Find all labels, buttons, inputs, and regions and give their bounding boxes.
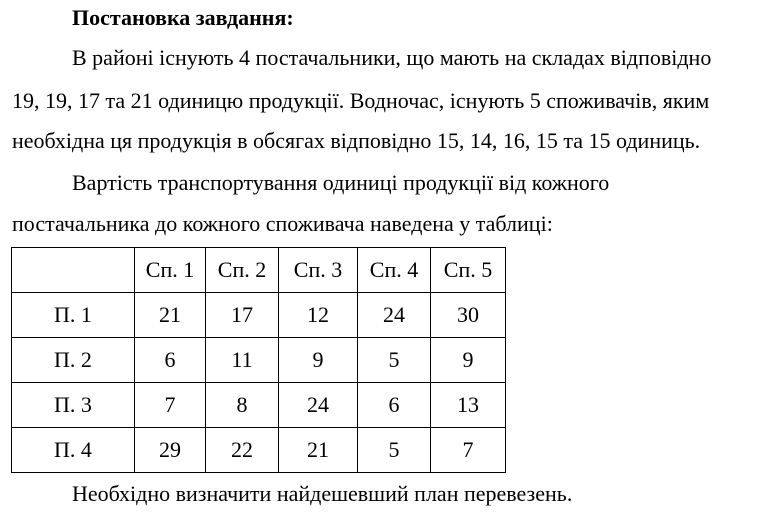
table-cell: 6: [135, 338, 206, 383]
table-cell: 30: [431, 293, 506, 338]
table-cell: 22: [206, 428, 279, 473]
table-cell: 5: [358, 338, 431, 383]
table-row: [12, 383, 506, 428]
conclusion-line: Необхідно визначити найдешевший план перевезень.: [72, 481, 573, 506]
table-cell: 11: [206, 338, 279, 383]
table-corner-cell: [12, 248, 135, 293]
table-cell: 21: [135, 293, 206, 338]
table-header-row: [12, 248, 506, 293]
table-row: [12, 428, 506, 473]
table-header-cell: Сп. 2: [206, 248, 279, 293]
table-header-cell: Сп. 4: [358, 248, 431, 293]
paragraph-1-line-1: В районі існують 4 постачальники, що мають на складах відповідно: [72, 45, 712, 70]
paragraph-2-line-2: постачальника до кожного споживача наведена у таблиці:: [12, 211, 553, 236]
table-cell: 17: [206, 293, 279, 338]
table-cell: 8: [206, 383, 279, 428]
table-cell: 7: [135, 383, 206, 428]
table-cell: 24: [279, 383, 358, 428]
table-cell: 9: [431, 338, 506, 383]
table-cell: 7: [431, 428, 506, 473]
table-cell: 9: [279, 338, 358, 383]
table-header-cell: Сп. 1: [135, 248, 206, 293]
table-cell: 13: [431, 383, 506, 428]
table-row: [12, 293, 506, 338]
table-header-cell: Сп. 3: [279, 248, 358, 293]
paragraph-1-line-2: 19, 19, 17 та 21 одиницю продукції. Водночас, існують 5 споживачів, яким: [12, 88, 710, 113]
task-heading: Постановка завдання:: [72, 5, 294, 30]
paragraph-1-line-3: необхідна ця продукція в обсягах відповідно 15, 14, 16, 15 та 15 одиниць.: [12, 128, 701, 153]
table-row: [12, 338, 506, 383]
table-cell: 6: [358, 383, 431, 428]
table-cell: 5: [358, 428, 431, 473]
paragraph-2-line-1: Вартість транспортування одиниці продукції від кожного: [72, 170, 610, 195]
cost-table: [11, 247, 506, 473]
table-cell: 24: [358, 293, 431, 338]
row-label-cell: П. 3: [12, 383, 135, 428]
row-label-cell: П. 1: [12, 293, 135, 338]
row-label-cell: П. 4: [12, 428, 135, 473]
table-header-cell: Сп. 5: [431, 248, 506, 293]
table-cell: 29: [135, 428, 206, 473]
table-cell: 21: [279, 428, 358, 473]
row-label-cell: П. 2: [12, 338, 135, 383]
table-cell: 12: [279, 293, 358, 338]
